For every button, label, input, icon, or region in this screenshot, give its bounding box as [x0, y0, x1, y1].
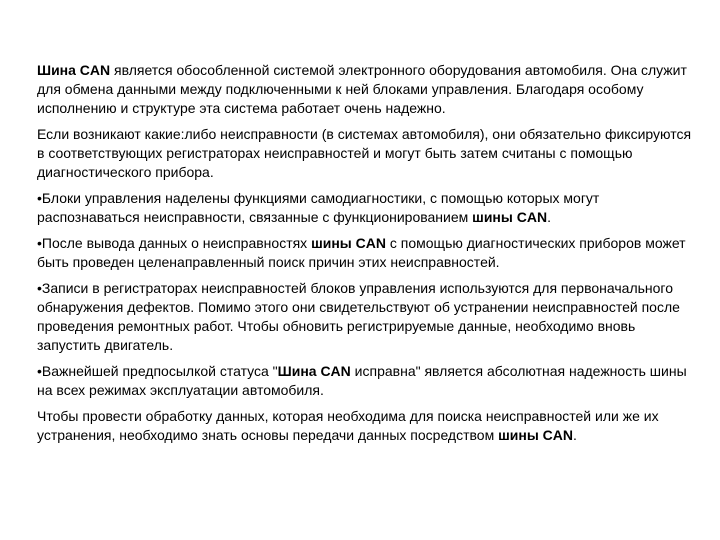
paragraph-text: является обособленной системой электронного оборудования автомобиля. Она служит для обмена данными между подключенными к ней блоками управления. Благодаря особому исполнению и структуре эта система работает очень надежно.	[37, 62, 687, 116]
paragraph-text: .	[573, 427, 577, 443]
paragraph-text: .	[547, 209, 551, 225]
paragraph-conclusion	[37, 407, 697, 445]
bold-term: Шина CAN	[277, 363, 351, 379]
bullet-status-precondition	[37, 362, 697, 400]
paragraph-text: •После вывода данных о неисправностях	[37, 235, 312, 251]
paragraph-text: Чтобы провести обработку данных, которая необходима для поиска неисправностей или же их устранения, необходимо знать основы передачи данных посредством	[37, 408, 659, 443]
bold-term: шины CAN	[498, 427, 574, 443]
paragraph-text: с помощью диагностических приборов может быть проведен целенаправленный поиск причин этих неисправностей.	[37, 235, 686, 270]
paragraph-text: •Записи в регистраторах неисправностей блоков управления используются для первоначального обнаружения дефектов. Помимо этого они свидетельствуют об устранении неисправностей после проведения ремонтных работ. Чтобы обновить регистрируемые данные, необходимо вновь запустить двигатель.	[37, 280, 680, 353]
paragraph-faults-recorded	[37, 125, 697, 182]
paragraph-text: •Блоки управления наделены функциями самодиагностики, с помощью которых могут распознаваться неисправности, связанные с функционированием	[37, 190, 600, 225]
text-body	[37, 61, 697, 452]
bullet-targeted-search	[37, 234, 697, 272]
bold-term: шины CAN	[472, 209, 548, 225]
bullet-fault-records	[37, 279, 697, 355]
paragraph-text: Если возникают какие:либо неисправности (в системах автомобиля), они обязательно фиксируются в соответствующих регистраторах неисправностей и могут быть затем считаны с помощью диагностического прибора.	[37, 126, 692, 180]
bold-term: Шина CAN	[37, 62, 111, 78]
bold-term: шины CAN	[311, 235, 386, 251]
paragraph-text: •Важнейшей предпосылкой статуса "	[37, 363, 278, 379]
bullet-self-diagnostics	[37, 189, 697, 227]
paragraph-intro	[37, 61, 697, 118]
paragraph-text: исправна" является абсолютная надежность шины на всех режимах эксплуатации автомобиля.	[37, 363, 687, 398]
